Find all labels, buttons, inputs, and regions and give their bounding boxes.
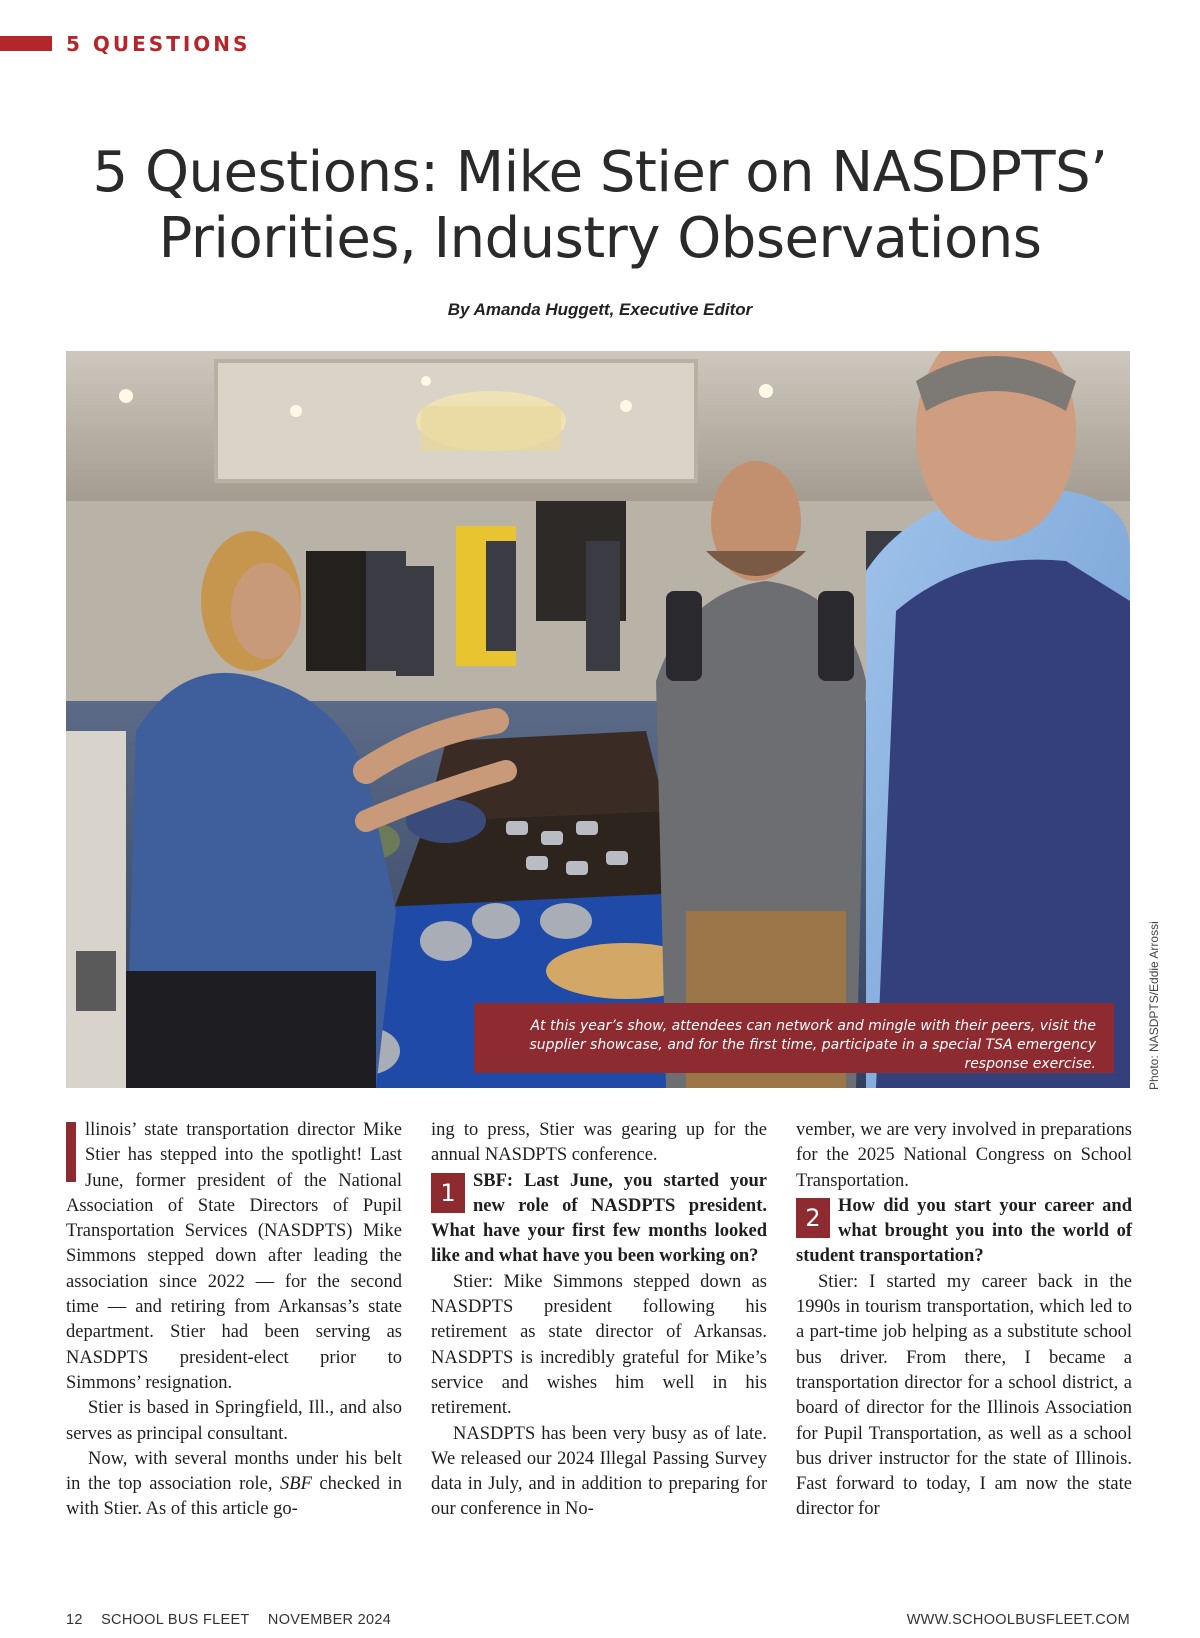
question-number-badge: 2 [796, 1198, 830, 1238]
intro-paragraph: llinois’ state transportation director Mike Stier has stepped into the spotlight! Last June, former president of the National Association of State Directors of Pupil Transportation Services (NASDPTS) Mike Simmons stepped down after leading the association since 2022 — for the second time — and retiring from Arkansas’s state department. Stier had been serving as NASDPTS president-elect prior to Simmons’ resignation. [66, 1120, 402, 1393]
body-paragraph: ing to press, Stier was gearing up for the annual NASDPTS conference. [431, 1120, 767, 1166]
article-headline: 5 Questions: Mike Stier on NASDPTS’ Priorities, Industry Observations [92, 140, 1108, 271]
article-photo [66, 351, 1130, 1088]
publication-name: SCHOOL BUS FLEET [101, 1612, 250, 1628]
photo-caption: At this year’s show, attendees can network and mingle with their peers, visit the supplier showcase, and for the first time, participate in a special TSA emergency response exercise. [474, 1003, 1114, 1073]
answer-paragraph: Stier: I started my career back in the 1990s in tourism transportation, which led to a part-time job helping as a substitute school bus driver. From there, I became a transportation director for a school district, a board of director for the Illinois Association for Pupil Transportation, as well as a school bus driver instructor for the state of Illinois. Fast forward to today, I am now the state director for [796, 1271, 1132, 1520]
question-1: 1 SBF: Last June, you started your new role of NASDPTS president. What have your first few months looked like and what have you been working on? [431, 1170, 767, 1267]
question-2: 2 How did you start your career and what brought you into the world of student transportation? [796, 1195, 1132, 1267]
drop-cap-bar [66, 1122, 76, 1182]
section-label: 5 QUESTIONS [66, 32, 251, 56]
page-number: 12 [66, 1612, 83, 1628]
article-column-2 [431, 1118, 767, 1523]
article-column-3 [796, 1118, 1132, 1523]
question-number-badge: 1 [431, 1173, 465, 1213]
body-paragraph: Stier is based in Springfield, Ill., and also serves as principal consultant. [66, 1398, 402, 1444]
article-column-1 [66, 1118, 402, 1523]
article-byline: By Amanda Huggett, Executive Editor [447, 300, 753, 319]
body-paragraph: Now, with several months under his belt in the top association role, SBF checked in with Stier. As of this article go- [66, 1448, 402, 1520]
section-accent-bar [0, 36, 52, 51]
answer-paragraph: NASDPTS has been very busy as of late. We released our 2024 Illegal Passing Survey data in July, and in addition to preparing for our conference in No- [431, 1423, 767, 1520]
issue-date: NOVEMBER 2024 [267, 1612, 392, 1628]
page-footer-left [66, 1612, 405, 1628]
photo-credit: Photo: NASDPTS/Eddie Arrossi [1147, 921, 1161, 1090]
trade-show-photo-illustration [66, 351, 1130, 1088]
answer-paragraph: Stier: Mike Simmons stepped down as NASDPTS president following his retirement as state director of Arkansas. NASDPTS is incredibly grateful for Mike’s service and wishes him well in his retirement. [431, 1271, 767, 1419]
body-paragraph: vember, we are very involved in preparations for the 2025 National Congress on School Transportation. [796, 1120, 1132, 1191]
website-url: WWW.SCHOOLBUSFLEET.COM [906, 1612, 1130, 1628]
